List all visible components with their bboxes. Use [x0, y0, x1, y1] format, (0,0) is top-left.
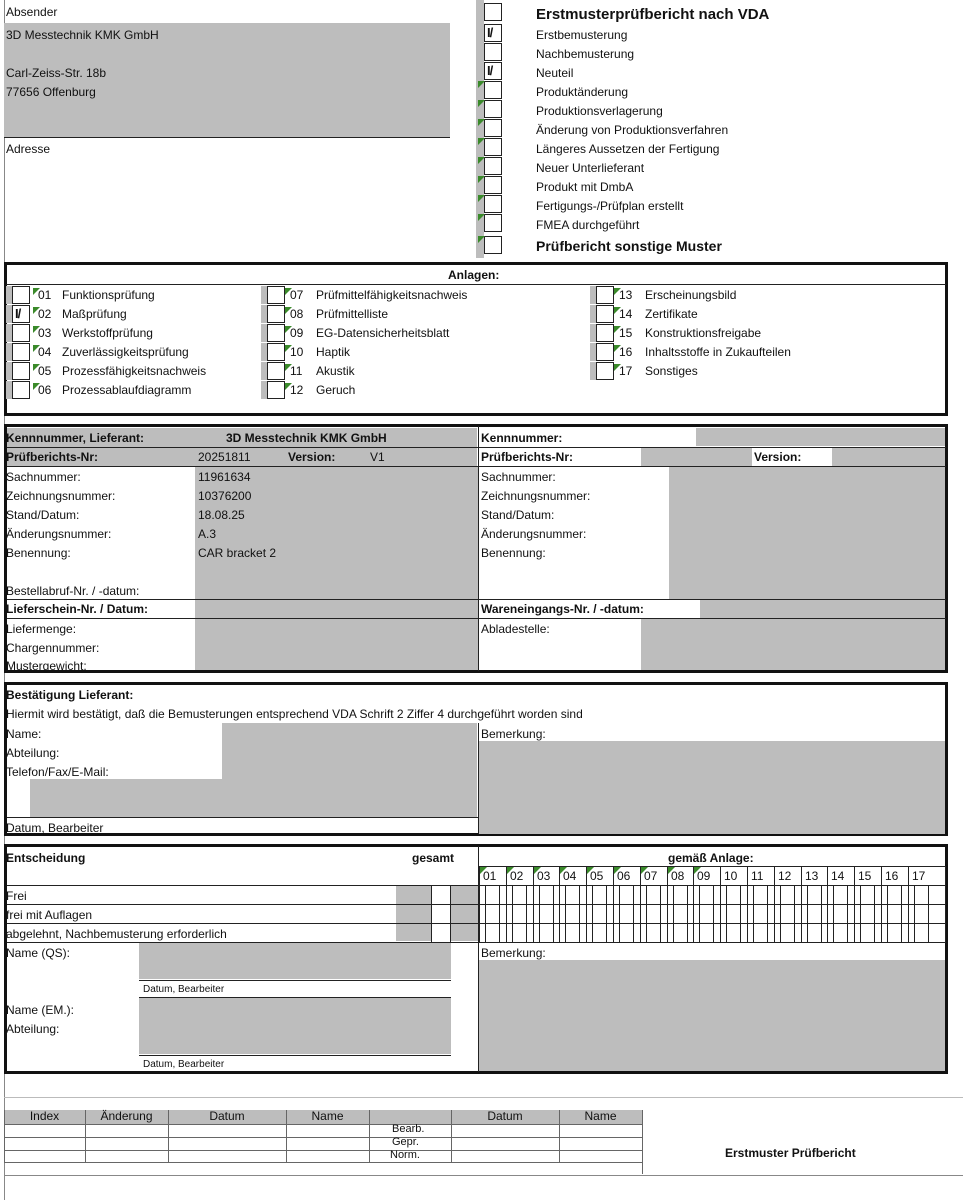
anlage-checkbox[interactable] [267, 343, 285, 361]
divider [479, 923, 946, 924]
supplier-field-value[interactable]: CAR bracket 2 [198, 546, 277, 560]
anlage-number: 12 [290, 383, 304, 397]
name-em-label: Name (EM.): [6, 1003, 75, 1017]
divider [7, 447, 478, 448]
anlage-label: Erscheinungsbild [645, 288, 737, 302]
customer-field-label: Zeichnungsnummer: [481, 489, 591, 503]
anlage-checkbox[interactable] [596, 362, 614, 380]
customer-field-label: Benennung: [481, 546, 546, 560]
anlage-col-header: 05 [590, 869, 604, 883]
customer-version-field[interactable] [832, 448, 945, 466]
gesamt-checkbox[interactable] [431, 905, 451, 923]
divider [4, 1175, 963, 1176]
customer-field-label: Stand/Datum: [481, 508, 555, 522]
option-label: Längeres Aussetzen der Fertigung [536, 142, 720, 156]
anlage-col-header: 09 [697, 869, 711, 883]
contact-field[interactable] [222, 723, 477, 779]
divider [479, 447, 946, 448]
divider [7, 618, 478, 619]
anlage-checkbox[interactable] [596, 305, 614, 323]
anlage-decision-checkbox[interactable] [646, 886, 661, 904]
bearb-label: Bearb. [392, 1123, 425, 1135]
divider [479, 942, 946, 943]
divider [4, 1124, 642, 1125]
gemaess-label: gemäß Anlage: [668, 851, 754, 865]
anlage-decision-checkbox[interactable] [726, 924, 741, 942]
cell-flag-icon [478, 119, 485, 126]
anlage-checkbox[interactable] [267, 305, 285, 323]
anlage-col-header: 01 [483, 869, 497, 883]
gesamt-checkbox[interactable] [431, 886, 451, 904]
anlage-number: 14 [619, 307, 633, 321]
anlage-col-header: 08 [671, 869, 685, 883]
wareneingang-field[interactable] [700, 600, 945, 618]
supplier-pb-label: Prüfberichts-Nr: [6, 450, 99, 464]
confirm-bemerkung-label: Bemerkung: [481, 727, 546, 741]
anlage-decision-checkbox[interactable] [914, 924, 929, 942]
doc-title: Erstmuster Prüfbericht [725, 1146, 856, 1160]
anlage-col-header: 17 [912, 869, 926, 883]
anlage-decision-checkbox[interactable] [860, 886, 875, 904]
bestell-label: Bestellabruf-Nr. / -datum: [6, 584, 140, 598]
anlage-checkbox[interactable] [267, 286, 285, 304]
customer-version-label: Version: [754, 450, 802, 464]
divider [4, 1137, 642, 1138]
option-checkbox[interactable] [484, 157, 502, 175]
confirm-bemerkung-field[interactable] [479, 741, 945, 834]
option-checkbox[interactable] [484, 81, 502, 99]
decision-row-label: frei mit Auflagen [6, 908, 93, 922]
anlage-decision-checkbox[interactable] [914, 886, 929, 904]
supplier-version-value[interactable]: V1 [370, 450, 385, 464]
anlage-col-header: 12 [778, 869, 792, 883]
anlage-decision-checkbox[interactable] [619, 924, 634, 942]
option-checkbox[interactable] [484, 176, 502, 194]
anlage-decision-checkbox[interactable] [860, 924, 875, 942]
option-label: Produktionsverlagerung [536, 104, 663, 118]
anlage-label: Haptik [316, 345, 351, 359]
gesamt-checkbox[interactable] [431, 924, 451, 942]
signature-field[interactable] [30, 779, 477, 817]
anlage-decision-checkbox[interactable] [592, 886, 607, 904]
option-checkbox[interactable] [484, 100, 502, 118]
customer-field-label: Sachnummer: [481, 470, 556, 484]
gepr-label: Gepr. [392, 1136, 419, 1148]
anlage-decision-checkbox[interactable] [485, 905, 500, 923]
anlage-label: Geruch [316, 383, 356, 397]
anlage-decision-checkbox[interactable] [512, 924, 527, 942]
option-label: Fertigungs-/Prüfplan erstellt [536, 199, 684, 213]
anlagen-title: Anlagen: [448, 268, 500, 282]
option-checkbox[interactable] [484, 119, 502, 137]
anlage-number: 11 [290, 364, 303, 378]
option-label: Nachbemusterung [536, 47, 635, 61]
anlage-decision-checkbox[interactable] [807, 924, 822, 942]
anlage-col-header: 16 [885, 869, 899, 883]
charge-label: Chargennummer: [6, 641, 100, 655]
cell-flag-icon [478, 100, 485, 107]
anlage-checkbox[interactable] [12, 324, 30, 342]
divider [6, 284, 946, 285]
wareneingang-label: Wareneingangs-Nr. / -datum: [481, 602, 644, 616]
customer-field-label: Änderungsnummer: [481, 527, 587, 541]
divider [139, 980, 451, 981]
liefermenge-label: Liefermenge: [6, 622, 77, 636]
decision-row-label: Frei [6, 889, 27, 903]
name-qs-label: Name (QS): [6, 946, 71, 960]
anlage-decision-checkbox[interactable] [780, 886, 795, 904]
anlage-label: Zertifikate [645, 307, 698, 321]
anlage-decision-checkbox[interactable] [780, 924, 795, 942]
anlage-decision-checkbox[interactable] [699, 886, 714, 904]
anlage-decision-checkbox[interactable] [619, 886, 634, 904]
anlage-label: Werkstoffprüfung [62, 326, 153, 340]
footer-header: Datum [487, 1109, 523, 1123]
anlage-checkbox[interactable] [267, 362, 285, 380]
customer-values-shade[interactable] [669, 467, 945, 599]
divider [7, 817, 478, 818]
cell-flag-icon [478, 138, 485, 145]
customer-pb-field[interactable] [641, 448, 752, 466]
anlage-decision-checkbox[interactable] [726, 886, 741, 904]
anlage-col-header: 02 [510, 869, 524, 883]
adresse-label[interactable]: Adresse [6, 142, 51, 156]
anlage-number: 13 [619, 288, 633, 302]
supplier-field-label: Sachnummer: [6, 470, 81, 484]
supplier-field-value[interactable]: 10376200 [198, 489, 252, 503]
anlage-checkbox[interactable] [596, 343, 614, 361]
anlage-label: Prüfmittelliste [316, 307, 389, 321]
confirm-title: Bestätigung Lieferant: [6, 688, 134, 702]
decision-bemerkung-label: Bemerkung: [481, 946, 546, 960]
option-label: Erstbemusterung [536, 28, 628, 42]
anlage-label: Prozessablaufdiagramm [62, 383, 192, 397]
anlage-number: 09 [290, 326, 304, 340]
anlage-label: EG-Datensicherheitsblatt [316, 326, 450, 340]
anlage-decision-checkbox[interactable] [565, 905, 580, 923]
option-checkbox[interactable] [484, 24, 502, 42]
anlage-number: 04 [38, 345, 52, 359]
divider [369, 1110, 370, 1162]
divider [642, 1110, 643, 1174]
anlage-decision-checkbox[interactable] [646, 905, 661, 923]
gesamt-label: gesamt [412, 851, 455, 865]
supplier-values-shade[interactable] [195, 467, 478, 599]
name-qs-field[interactable] [139, 943, 451, 979]
footer-header: Name [584, 1109, 617, 1123]
anlage-col-header: 14 [831, 869, 845, 883]
liefer-values-shade[interactable] [195, 600, 478, 670]
anlage-number: 16 [619, 345, 633, 359]
decision-bemerkung-field[interactable] [479, 960, 945, 1071]
anlage-col-header: 10 [724, 869, 738, 883]
cell-flag-icon [478, 157, 485, 164]
gewicht-label: Mustergewicht: [6, 659, 87, 673]
footer-header: Index [29, 1109, 60, 1123]
cell-flag-icon [478, 81, 485, 88]
option-label: Neuteil [536, 66, 574, 80]
divider [479, 866, 946, 867]
anlage-checkbox[interactable] [267, 381, 285, 399]
decision-row-label: abgelehnt, Nachbemusterung erforderlich [6, 927, 227, 941]
anlage-number: 10 [290, 345, 304, 359]
supplier-field-label: Änderungsnummer: [6, 527, 112, 541]
anlage-label: Inhaltsstoffe in Zukaufteilen [645, 345, 791, 359]
anlage-label: Zuverlässigkeitsprüfung [62, 345, 189, 359]
anlage-decision-checkbox[interactable] [539, 886, 554, 904]
confirm-abteilung-label: Abteilung: [6, 746, 60, 760]
anlage-number: 03 [38, 326, 52, 340]
footer-header: Datum [209, 1109, 245, 1123]
option-label: FMEA durchgeführt [536, 218, 640, 232]
liefer-label: Lieferschein-Nr. / Datum: [6, 602, 149, 616]
anlage-checkbox[interactable] [12, 286, 30, 304]
anlage-decision-checkbox[interactable] [673, 886, 688, 904]
anlage-decision-checkbox[interactable] [673, 924, 688, 942]
company-city: 77656 Offenburg [6, 85, 96, 99]
divider [4, 1162, 642, 1163]
decision-title: Entscheidung [6, 851, 86, 865]
anlage-decision-checkbox[interactable] [485, 924, 500, 942]
ablade-field[interactable] [641, 619, 945, 670]
anlage-label: Prüfmittelfähigkeitsnachweis [316, 288, 468, 302]
abteilung-em-label: Abteilung: [6, 1022, 60, 1036]
footer-header: Name [311, 1109, 344, 1123]
anlage-decision-checkbox[interactable] [673, 905, 688, 923]
supplier-field-label: Benennung: [6, 546, 71, 560]
anlage-decision-checkbox[interactable] [699, 924, 714, 942]
ablade-label: Abladestelle: [481, 622, 550, 636]
checkbox-sonstige[interactable] [484, 236, 502, 254]
anlage-label: Akustik [316, 364, 355, 378]
supplier-version-label: Version: [288, 450, 336, 464]
option-checkbox[interactable] [484, 62, 502, 80]
anlage-decision-checkbox[interactable] [887, 924, 902, 942]
anlage-decision-checkbox[interactable] [726, 905, 741, 923]
anlage-decision-checkbox[interactable] [807, 905, 822, 923]
anlage-decision-checkbox[interactable] [833, 924, 848, 942]
anlage-decision-checkbox[interactable] [753, 886, 768, 904]
anlage-decision-checkbox[interactable] [753, 905, 768, 923]
anlage-checkbox[interactable] [12, 343, 30, 361]
customer-kenn-field[interactable] [696, 428, 945, 446]
anlage-decision-checkbox[interactable] [807, 886, 822, 904]
anlage-decision-checkbox[interactable] [753, 924, 768, 942]
anlage-decision-checkbox[interactable] [512, 905, 527, 923]
norm-label: Norm. [390, 1149, 420, 1161]
anlage-col-header: 13 [805, 869, 819, 883]
anlage-label: Maßprüfung [62, 307, 127, 321]
anlage-number: 15 [619, 326, 633, 340]
anlage-decision-checkbox[interactable] [539, 924, 554, 942]
divider [479, 618, 946, 619]
anlage-number: 06 [38, 383, 52, 397]
option-checkbox[interactable] [484, 195, 502, 213]
anlage-decision-checkbox[interactable] [565, 924, 580, 942]
supplier-field-label: Zeichnungsnummer: [6, 489, 116, 503]
supplier-kenn-value[interactable]: 3D Messtechnik KMK GmbH [226, 431, 387, 445]
option-checkbox[interactable] [484, 138, 502, 156]
anlage-label: Sonstiges [645, 364, 698, 378]
anlage-decision-checkbox[interactable] [485, 886, 500, 904]
option-label: Neuer Unterlieferant [536, 161, 645, 175]
company-street: Carl-Zeiss-Str. 18b [6, 66, 107, 80]
company-name: 3D Messtechnik KMK GmbH [6, 28, 159, 42]
anlage-decision-checkbox[interactable] [619, 905, 634, 923]
anlage-number: 05 [38, 364, 52, 378]
option-checkbox[interactable] [484, 214, 502, 232]
anlage-checkbox[interactable] [596, 286, 614, 304]
anlage-number: 17 [619, 364, 633, 378]
anlage-checkbox[interactable] [267, 324, 285, 342]
anlage-decision-checkbox[interactable] [914, 905, 929, 923]
anlage-col-header: 11 [751, 869, 764, 883]
anlage-number: 02 [38, 307, 52, 321]
absender-label: Absender [6, 5, 58, 19]
anlage-decision-checkbox[interactable] [860, 905, 875, 923]
anlage-number: 07 [290, 288, 304, 302]
cell-flag-icon [478, 214, 485, 221]
datum-em-label: Datum, Bearbeiter [143, 1059, 225, 1070]
anlage-label: Funktionsprüfung [62, 288, 155, 302]
anlage-decision-checkbox[interactable] [699, 905, 714, 923]
divider [478, 426, 479, 671]
anlage-decision-checkbox[interactable] [592, 924, 607, 942]
divider [139, 1055, 451, 1056]
option-label: Änderung von Produktionsverfahren [536, 123, 729, 137]
supplier-field-label: Stand/Datum: [6, 508, 80, 522]
anlage-decision-checkbox[interactable] [539, 905, 554, 923]
option-label: Produktänderung [536, 85, 629, 99]
anlage-label: Prozessfähigkeitsnachweis [62, 364, 207, 378]
anlage-decision-checkbox[interactable] [565, 886, 580, 904]
anlage-decision-checkbox[interactable] [646, 924, 661, 942]
divider [7, 923, 479, 924]
anlage-decision-checkbox[interactable] [887, 886, 902, 904]
anlage-decision-checkbox[interactable] [780, 905, 795, 923]
divider [4, 1150, 642, 1151]
cell-flag-icon [478, 176, 485, 183]
anlage-col-header: 07 [644, 869, 658, 883]
divider [4, 1097, 963, 1098]
cell-flag-icon [478, 236, 485, 243]
anlage-checkbox[interactable] [12, 381, 30, 399]
divider [4, 137, 450, 138]
anlage-decision-checkbox[interactable] [512, 886, 527, 904]
datum-qs-label: Datum, Bearbeiter [143, 984, 225, 995]
confirm-text: Hiermit wird bestätigt, daß die Bemusterungen entsprechend VDA Schrift 2 Ziffer 4 durchgeführt worden sind [6, 707, 583, 721]
footer-header: Änderung [100, 1109, 153, 1123]
anlage-col-header: 15 [858, 869, 872, 883]
supplier-field-value[interactable]: 11961634 [198, 470, 251, 484]
customer-pb-label: Prüfberichts-Nr: [481, 450, 574, 464]
anlage-col-header: 03 [537, 869, 551, 883]
anlage-number: 01 [38, 288, 52, 302]
confirm-telefon-label: Telefon/Fax/E-Mail: [6, 765, 109, 779]
divider [479, 904, 946, 905]
anlage-checkbox[interactable] [12, 305, 30, 323]
report-title: Erstmusterprüfbericht nach VDA [536, 6, 770, 23]
supplier-field-value[interactable]: 18.08.25 [198, 508, 245, 522]
supplier-pb-value[interactable]: 20251811 [198, 450, 251, 464]
customer-kenn-label: Kennnummer: [481, 431, 563, 445]
anlage-col-header: 04 [563, 869, 577, 883]
anlage-checkbox[interactable] [596, 324, 614, 342]
anlage-decision-checkbox[interactable] [833, 886, 848, 904]
confirm-name-label: Name: [6, 727, 42, 741]
checkbox-erstmuster[interactable] [484, 3, 502, 21]
anlage-checkbox[interactable] [12, 362, 30, 380]
name-em-field[interactable] [139, 998, 451, 1054]
supplier-kenn-label: Kennnummer, Lieferant: [6, 431, 145, 445]
anlage-col-header: 06 [617, 869, 631, 883]
supplier-field-value[interactable]: A.3 [198, 527, 217, 541]
divider [7, 904, 479, 905]
anlage-decision-checkbox[interactable] [833, 905, 848, 923]
option-label: Produkt mit DmbA [536, 180, 634, 194]
anlage-number: 08 [290, 307, 304, 321]
cell-flag-icon [478, 195, 485, 202]
other-title: Prüfbericht sonstige Muster [536, 238, 722, 254]
anlage-decision-checkbox[interactable] [887, 905, 902, 923]
anlage-decision-checkbox[interactable] [592, 905, 607, 923]
option-checkbox[interactable] [484, 43, 502, 61]
anlage-label: Konstruktionsfreigabe [645, 326, 762, 340]
confirm-datum-label: Datum, Bearbeiter [6, 821, 104, 835]
